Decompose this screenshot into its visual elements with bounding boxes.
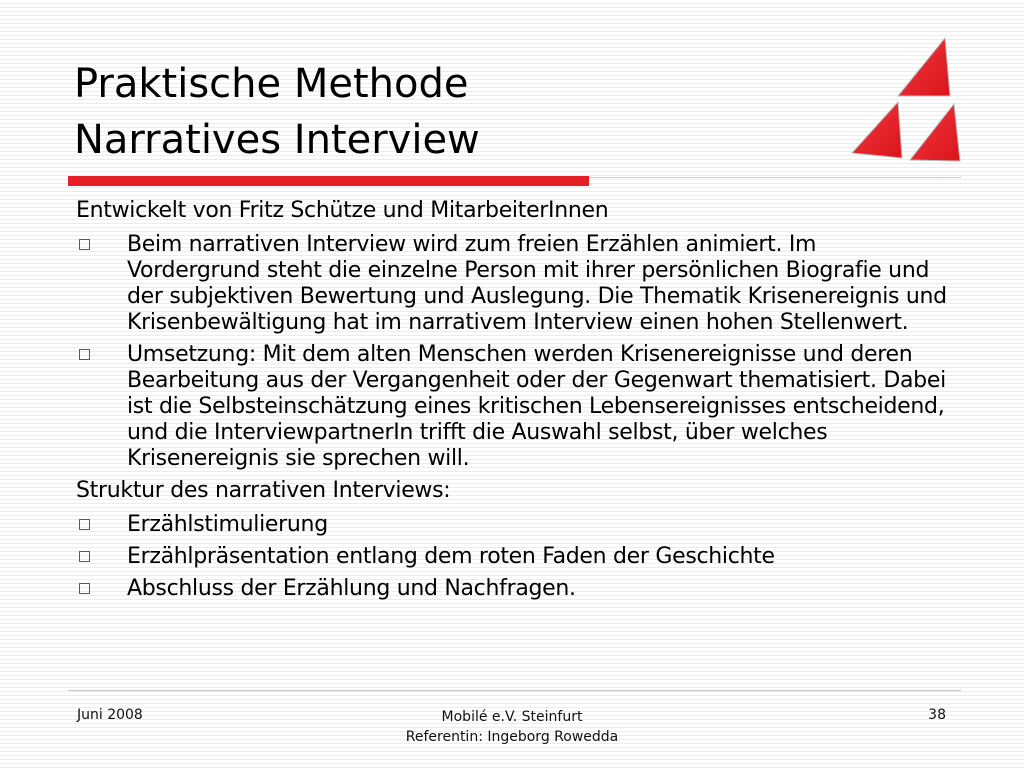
square-bullet-icon <box>79 349 90 360</box>
square-bullet-icon <box>79 239 90 250</box>
bullet-item <box>76 232 956 336</box>
red-triangles-logo-icon <box>850 36 965 166</box>
title-line-2: Narratives Interview <box>74 117 480 163</box>
structure-subheading: Struktur des narrativen Interviews: <box>76 478 451 503</box>
bullet-item <box>76 544 956 570</box>
bullet-text: Umsetzung: Mit dem alten Menschen werden Krisenereignisse und deren Bearbeitung aus der Vergangenheit oder der Gegenwart thematisiert. Dabei ist die Selbsteinschätzung eines kritischen Lebensereignisses entscheidend, und die InterviewpartnerIn trifft die Auswahl selbst, über welches Krisenereignis sie sprechen will. <box>127 342 946 471</box>
footer-date: Juni 2008 <box>77 707 143 723</box>
bullet-item <box>76 576 956 602</box>
footer-org-line-2: Referentin: Ingeborg Rowedda <box>405 729 619 745</box>
bullet-item <box>76 512 956 538</box>
square-bullet-icon <box>79 551 90 562</box>
footer-organization <box>312 707 712 747</box>
bullet-text: Beim narrativen Interview wird zum freien Erzählen animiert. Im Vordergrund steht die einzelne Person mit ihrer persönlichen Biografie und der subjektiven Bewertung und Auslegung. Die Thematik Krisenereignis und Krisenbewältigung hat im narrativem Interview einen hohen Stellenwert. <box>127 232 947 335</box>
page-number: 38 <box>928 707 946 723</box>
bullet-item <box>76 342 956 472</box>
footer-divider-line <box>68 690 961 691</box>
bullet-text: Erzählpräsentation entlang dem roten Faden der Geschichte <box>127 544 775 569</box>
footer-org-line-1: Mobilé e.V. Steinfurt <box>441 709 583 725</box>
intro-text: Entwickelt von Fritz Schütze und MitarbeiterInnen <box>76 198 609 223</box>
bullet-text: Erzählstimulierung <box>127 512 328 537</box>
title-divider-line <box>589 177 961 178</box>
title-line-1: Praktische Methode <box>74 61 469 107</box>
bullet-text: Abschluss der Erzählung und Nachfragen. <box>127 576 576 601</box>
slide-body <box>76 198 956 608</box>
slide-title <box>74 56 480 168</box>
title-accent-bar <box>68 176 589 186</box>
square-bullet-icon <box>79 519 90 530</box>
square-bullet-icon <box>79 583 90 594</box>
